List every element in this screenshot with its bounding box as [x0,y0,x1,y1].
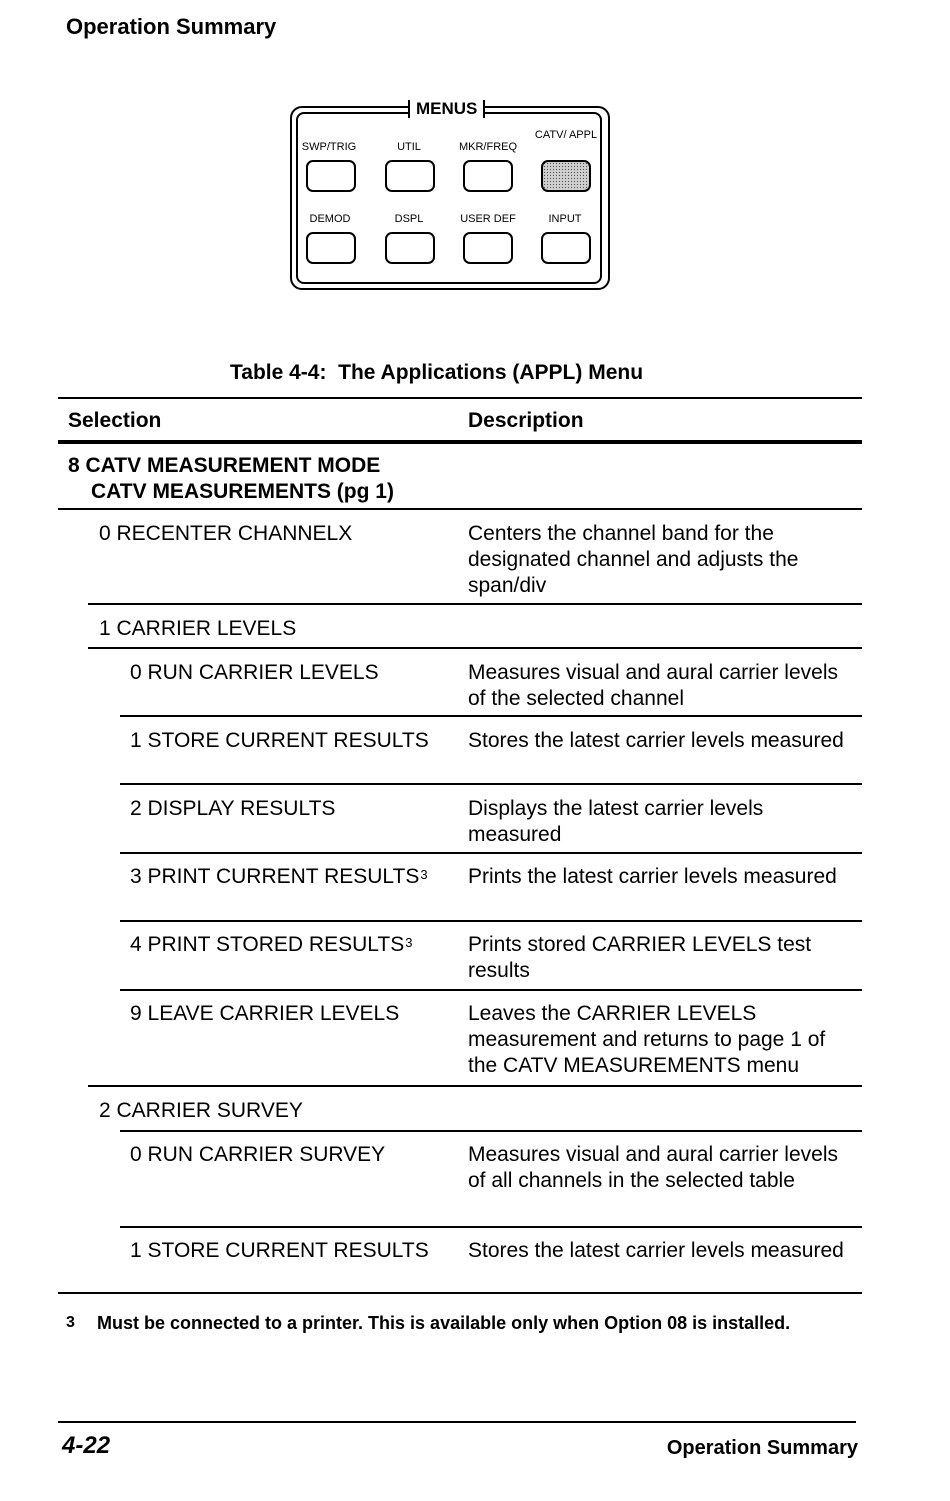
menus-panel-title: MENUS [408,100,485,118]
row-divider [120,1226,862,1228]
table-row-selection: 1 STORE CURRENT RESULTS [130,729,429,752]
table-bottom-rule [58,1292,862,1294]
table-top-rule [58,397,862,399]
header-bottom-rule [58,440,862,444]
demod-key[interactable] [306,232,356,264]
table-row-selection: 8 CATV MEASUREMENT MODE [68,454,381,477]
dspl-key[interactable] [385,232,435,264]
row-divider [88,647,862,649]
footnote-text: Must be connected to a printer. This is available only when Option 08 is installed. [97,1313,791,1333]
row-divider [58,508,862,510]
table-row-description: Displays the latest carrier levels measured [468,797,764,846]
table-caption: Table 4-4: The Applications (APPL) Menu [230,361,644,384]
table-row-selection [130,932,412,958]
table-row-selection: 0 RECENTER CHANNELX [99,522,353,545]
table-row-description: Measures visual and aural carrier levels of the selected channel [468,661,838,710]
footer-rule [58,1421,856,1423]
key-label-dspl: DSPL [394,213,424,225]
util-key[interactable] [385,160,435,192]
row-divider [120,783,862,785]
key-label-util: UTIL [397,141,421,153]
page-header-title: Operation Summary [66,14,277,39]
row-divider [120,920,862,922]
key-label-demod: DEMOD [309,213,351,225]
table-row-selection: 2 CARRIER SURVEY [99,1099,303,1122]
row-divider [120,715,862,717]
menus-panel-diagram [290,99,610,290]
selection-text: 3 PRINT CURRENT RESULTS [130,865,420,888]
footnote-marker: 3 [405,935,413,950]
table-row-selection [130,864,428,890]
table-row-description: Centers the channel band for the designated channel and adjusts the span/div [468,522,799,597]
description-column-header: Description [468,409,584,432]
table-row-selection: CATV MEASUREMENTS (pg 1) [91,480,394,503]
table-row-selection: 2 DISPLAY RESULTS [130,797,336,820]
key-label-user-def: USER DEF [460,213,516,225]
table-row-description: Prints stored CARRIER LEVELS test results [468,933,812,982]
selection-column-header: Selection [68,409,162,432]
mkr-freq-key[interactable] [463,160,513,192]
table-row-selection: 0 RUN CARRIER SURVEY [130,1143,386,1166]
selection-text: 4 PRINT STORED RESULTS [130,933,405,956]
key-label-mkr-freq: MKR/FREQ [458,141,518,153]
catv-appl-key[interactable] [541,160,591,192]
footnote-marker: 3 [420,867,428,882]
table-row-description: Measures visual and aural carrier levels of all channels in the selected table [468,1143,838,1192]
table-row-description: Leaves the CARRIER LEVELS measurement and returns to page 1 of the CATV MEASUREMENTS menu [468,1002,826,1077]
table-row-description: Prints the latest carrier levels measured [468,865,837,888]
table-row-description: Stores the latest carrier levels measured [468,1239,844,1262]
table-row-selection: 1 CARRIER LEVELS [99,617,297,640]
page-number: 4-22 [62,1432,111,1459]
key-label-catv-appl: CATV/ APPL [534,129,598,141]
key-label-swp-trig: SWP/TRIG [301,141,357,153]
footer-section-title: Operation Summary [666,1437,858,1459]
row-divider [120,1130,862,1132]
row-divider [120,852,862,854]
key-label-input: INPUT [548,213,582,225]
table-row-selection: 1 STORE CURRENT RESULTS [130,1239,429,1262]
swp-trig-key[interactable] [306,160,356,192]
row-divider [88,603,862,605]
table-row-selection: 0 RUN CARRIER LEVELS [130,661,379,684]
row-divider [120,989,862,991]
row-divider [88,1085,862,1087]
user-def-key[interactable] [463,232,513,264]
footnote-number: 3 [66,1314,75,1331]
input-key[interactable] [541,232,591,264]
table-row-selection: 9 LEAVE CARRIER LEVELS [130,1002,400,1025]
table-row-description: Stores the latest carrier levels measured [468,729,844,752]
